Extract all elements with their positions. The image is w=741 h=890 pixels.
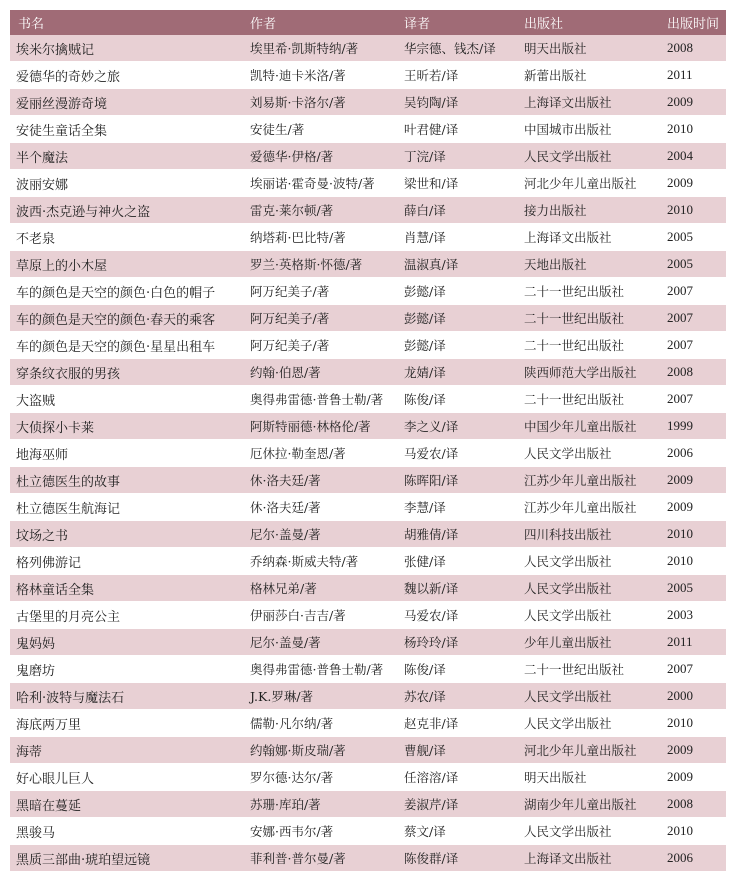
cell-publisher: 中国城市出版社 xyxy=(516,116,659,143)
table-row xyxy=(10,143,726,170)
cell-author: 罗尔德·达尔/著 xyxy=(242,764,396,791)
cell-year: 2008 xyxy=(659,35,726,62)
cell-year: 2010 xyxy=(659,818,726,845)
cell-title: 波西·杰克逊与神火之盗 xyxy=(10,197,242,224)
cell-publisher: 上海译文出版社 xyxy=(516,224,659,251)
cell-author: 尼尔·盖曼/著 xyxy=(242,521,396,548)
cell-year: 2010 xyxy=(659,521,726,548)
cell-title: 穿条纹衣服的男孩 xyxy=(10,359,242,386)
cell-author: 阿万纪美子/著 xyxy=(242,332,396,359)
cell-title: 海底两万里 xyxy=(10,710,242,737)
cell-publisher: 河北少年儿童出版社 xyxy=(516,170,659,197)
cell-publisher: 明天出版社 xyxy=(516,764,659,791)
cell-year: 2010 xyxy=(659,710,726,737)
cell-publisher: 人民文学出版社 xyxy=(516,143,659,170)
cell-translator: 叶君健/译 xyxy=(396,116,516,143)
cell-author: 爱德华·伊格/著 xyxy=(242,143,396,170)
cell-year: 2005 xyxy=(659,251,726,278)
cell-title: 安徒生童话全集 xyxy=(10,116,242,143)
cell-author: 菲利普·普尔曼/著 xyxy=(242,845,396,872)
cell-author: 阿万纪美子/著 xyxy=(242,278,396,305)
table-row xyxy=(10,629,726,656)
cell-title: 不老泉 xyxy=(10,224,242,251)
cell-translator: 苏农/译 xyxy=(396,683,516,710)
cell-translator: 龙婧/译 xyxy=(396,359,516,386)
table-row xyxy=(10,440,726,467)
cell-year: 2004 xyxy=(659,143,726,170)
cell-title: 杜立德医生航海记 xyxy=(10,494,242,521)
cell-author: 安徒生/著 xyxy=(242,116,396,143)
cell-author: 厄休拉·勒奎恩/著 xyxy=(242,440,396,467)
cell-author: 刘易斯·卡洛尔/著 xyxy=(242,89,396,116)
cell-translator: 肖慧/译 xyxy=(396,224,516,251)
cell-title: 好心眼儿巨人 xyxy=(10,764,242,791)
cell-author: 阿万纪美子/著 xyxy=(242,305,396,332)
table-row xyxy=(10,521,726,548)
cell-translator: 梁世和/译 xyxy=(396,170,516,197)
cell-title: 草原上的小木屋 xyxy=(10,251,242,278)
cell-translator: 彭懿/译 xyxy=(396,332,516,359)
cell-publisher: 中国少年儿童出版社 xyxy=(516,413,659,440)
cell-year: 2008 xyxy=(659,359,726,386)
cell-translator: 李之义/译 xyxy=(396,413,516,440)
table-row xyxy=(10,224,726,251)
cell-publisher: 上海译文出版社 xyxy=(516,89,659,116)
cell-year: 2009 xyxy=(659,737,726,764)
cell-translator: 薛白/译 xyxy=(396,197,516,224)
cell-publisher: 河北少年儿童出版社 xyxy=(516,737,659,764)
cell-year: 2006 xyxy=(659,845,726,872)
cell-year: 2009 xyxy=(659,494,726,521)
cell-translator: 彭懿/译 xyxy=(396,305,516,332)
table-header-row xyxy=(10,10,726,35)
cell-author: 儒勒·凡尔纳/著 xyxy=(242,710,396,737)
cell-publisher: 二十一世纪出版社 xyxy=(516,278,659,305)
cell-publisher: 上海译文出版社 xyxy=(516,845,659,872)
cell-publisher: 二十一世纪出版社 xyxy=(516,386,659,413)
table-row xyxy=(10,35,726,62)
cell-title: 地海巫师 xyxy=(10,440,242,467)
cell-translator: 马爱农/译 xyxy=(396,440,516,467)
cell-author: 伊丽莎白·吉吉/著 xyxy=(242,602,396,629)
cell-publisher: 江苏少年儿童出版社 xyxy=(516,494,659,521)
cell-title: 黑暗在蔓延 xyxy=(10,791,242,818)
cell-author: 奥得弗雷德·普鲁士勒/著 xyxy=(242,386,396,413)
cell-translator: 陈俊群/译 xyxy=(396,845,516,872)
cell-translator: 马爱农/译 xyxy=(396,602,516,629)
cell-translator: 胡雅倩/译 xyxy=(396,521,516,548)
cell-translator: 李慧/译 xyxy=(396,494,516,521)
cell-translator: 陈俊/译 xyxy=(396,656,516,683)
table-row xyxy=(10,278,726,305)
cell-title: 格林童话全集 xyxy=(10,575,242,602)
cell-year: 2007 xyxy=(659,332,726,359)
cell-year: 2010 xyxy=(659,548,726,575)
cell-title: 埃米尔擒贼记 xyxy=(10,35,242,62)
cell-title: 车的颜色是天空的颜色·春天的乘客 xyxy=(10,305,242,332)
table-row xyxy=(10,548,726,575)
cell-year: 2007 xyxy=(659,656,726,683)
table-row xyxy=(10,845,726,872)
cell-translator: 王昕若/译 xyxy=(396,62,516,89)
cell-year: 2003 xyxy=(659,602,726,629)
cell-title: 黑骏马 xyxy=(10,818,242,845)
table-row xyxy=(10,791,726,818)
table-row xyxy=(10,305,726,332)
cell-publisher: 少年儿童出版社 xyxy=(516,629,659,656)
cell-year: 2007 xyxy=(659,278,726,305)
cell-publisher: 陕西师范大学出版社 xyxy=(516,359,659,386)
cell-author: 休·洛夫廷/著 xyxy=(242,494,396,521)
cell-year: 2005 xyxy=(659,575,726,602)
cell-translator: 温淑真/译 xyxy=(396,251,516,278)
cell-publisher: 人民文学出版社 xyxy=(516,575,659,602)
table-row xyxy=(10,710,726,737)
cell-title: 车的颜色是天空的颜色·星星出租车 xyxy=(10,332,242,359)
table-row xyxy=(10,62,726,89)
cell-publisher: 二十一世纪出版社 xyxy=(516,305,659,332)
table-row xyxy=(10,575,726,602)
header-publisher: 出版社 xyxy=(516,10,659,35)
cell-publisher: 新蕾出版社 xyxy=(516,62,659,89)
cell-translator: 丁浣/译 xyxy=(396,143,516,170)
cell-author: 奥得弗雷德·普鲁士勒/著 xyxy=(242,656,396,683)
table-row xyxy=(10,683,726,710)
cell-year: 2011 xyxy=(659,62,726,89)
cell-publisher: 人民文学出版社 xyxy=(516,548,659,575)
cell-title: 半个魔法 xyxy=(10,143,242,170)
cell-year: 2009 xyxy=(659,170,726,197)
table-row xyxy=(10,332,726,359)
cell-year: 2009 xyxy=(659,89,726,116)
cell-author: 格林兄弟/著 xyxy=(242,575,396,602)
cell-title: 爱丽丝漫游奇境 xyxy=(10,89,242,116)
cell-title: 车的颜色是天空的颜色·白色的帽子 xyxy=(10,278,242,305)
cell-title: 波丽安娜 xyxy=(10,170,242,197)
cell-year: 2007 xyxy=(659,305,726,332)
table-row xyxy=(10,737,726,764)
cell-title: 鬼磨坊 xyxy=(10,656,242,683)
cell-author: 苏珊·库珀/著 xyxy=(242,791,396,818)
cell-title: 鬼妈妈 xyxy=(10,629,242,656)
table-row xyxy=(10,359,726,386)
cell-publisher: 二十一世纪出版社 xyxy=(516,332,659,359)
cell-title: 大盗贼 xyxy=(10,386,242,413)
cell-author: 尼尔·盖曼/著 xyxy=(242,629,396,656)
cell-title: 大侦探小卡莱 xyxy=(10,413,242,440)
cell-publisher: 人民文学出版社 xyxy=(516,602,659,629)
cell-year: 2008 xyxy=(659,791,726,818)
cell-title: 古堡里的月亮公主 xyxy=(10,602,242,629)
table-row xyxy=(10,467,726,494)
table-row xyxy=(10,764,726,791)
cell-title: 黑质三部曲·琥珀望远镜 xyxy=(10,845,242,872)
table-row xyxy=(10,413,726,440)
cell-title: 坟场之书 xyxy=(10,521,242,548)
cell-author: 约翰娜·斯皮瑞/著 xyxy=(242,737,396,764)
table-row xyxy=(10,170,726,197)
cell-year: 1999 xyxy=(659,413,726,440)
header-translator: 译者 xyxy=(396,10,516,35)
table-row xyxy=(10,656,726,683)
cell-translator: 彭懿/译 xyxy=(396,278,516,305)
cell-publisher: 人民文学出版社 xyxy=(516,440,659,467)
cell-title: 格列佛游记 xyxy=(10,548,242,575)
table-row xyxy=(10,602,726,629)
cell-year: 2007 xyxy=(659,386,726,413)
cell-translator: 华宗德、钱杰/译 xyxy=(396,35,516,62)
cell-translator: 陈俊/译 xyxy=(396,386,516,413)
header-author: 作者 xyxy=(242,10,396,35)
cell-publisher: 江苏少年儿童出版社 xyxy=(516,467,659,494)
cell-translator: 赵克非/译 xyxy=(396,710,516,737)
table-row xyxy=(10,89,726,116)
cell-publisher: 人民文学出版社 xyxy=(516,710,659,737)
cell-author: 埃里希·凯斯特纳/著 xyxy=(242,35,396,62)
cell-year: 2005 xyxy=(659,224,726,251)
cell-publisher: 人民文学出版社 xyxy=(516,818,659,845)
cell-translator: 杨玲玲/译 xyxy=(396,629,516,656)
cell-year: 2009 xyxy=(659,764,726,791)
cell-year: 2006 xyxy=(659,440,726,467)
cell-publisher: 人民文学出版社 xyxy=(516,683,659,710)
cell-title: 哈利·波特与魔法石 xyxy=(10,683,242,710)
cell-title: 爱德华的奇妙之旅 xyxy=(10,62,242,89)
cell-publisher: 明天出版社 xyxy=(516,35,659,62)
cell-author: J.K.罗琳/著 xyxy=(242,683,396,710)
table-row xyxy=(10,197,726,224)
book-table xyxy=(10,10,726,872)
cell-author: 安娜·西韦尔/著 xyxy=(242,818,396,845)
cell-year: 2010 xyxy=(659,116,726,143)
cell-translator: 蔡文/译 xyxy=(396,818,516,845)
cell-author: 约翰·伯恩/著 xyxy=(242,359,396,386)
table-row xyxy=(10,494,726,521)
cell-publisher: 湖南少年儿童出版社 xyxy=(516,791,659,818)
cell-author: 罗兰·英格斯·怀德/著 xyxy=(242,251,396,278)
cell-translator: 魏以新/译 xyxy=(396,575,516,602)
cell-publisher: 四川科技出版社 xyxy=(516,521,659,548)
cell-author: 雷克·莱尔顿/著 xyxy=(242,197,396,224)
table-row xyxy=(10,818,726,845)
cell-translator: 吴钧陶/译 xyxy=(396,89,516,116)
table-row xyxy=(10,116,726,143)
cell-author: 埃丽诺·霍奇曼·波特/著 xyxy=(242,170,396,197)
cell-author: 休·洛夫廷/著 xyxy=(242,467,396,494)
cell-author: 乔纳森·斯威夫特/著 xyxy=(242,548,396,575)
cell-translator: 曹舰/译 xyxy=(396,737,516,764)
table-row xyxy=(10,386,726,413)
cell-author: 凯特·迪卡米洛/著 xyxy=(242,62,396,89)
cell-title: 海蒂 xyxy=(10,737,242,764)
cell-year: 2009 xyxy=(659,467,726,494)
cell-translator: 任溶溶/译 xyxy=(396,764,516,791)
cell-translator: 陈晖阳/译 xyxy=(396,467,516,494)
cell-year: 2011 xyxy=(659,629,726,656)
cell-publisher: 天地出版社 xyxy=(516,251,659,278)
cell-publisher: 接力出版社 xyxy=(516,197,659,224)
cell-publisher: 二十一世纪出版社 xyxy=(516,656,659,683)
cell-author: 阿斯特丽德·林格伦/著 xyxy=(242,413,396,440)
header-title: 书名 xyxy=(10,10,242,35)
cell-translator: 张健/译 xyxy=(396,548,516,575)
cell-translator: 姜淑芹/译 xyxy=(396,791,516,818)
cell-year: 2010 xyxy=(659,197,726,224)
cell-title: 杜立德医生的故事 xyxy=(10,467,242,494)
table-row xyxy=(10,251,726,278)
cell-author: 纳塔莉·巴比特/著 xyxy=(242,224,396,251)
cell-year: 2000 xyxy=(659,683,726,710)
header-year: 出版时间 xyxy=(659,10,726,35)
